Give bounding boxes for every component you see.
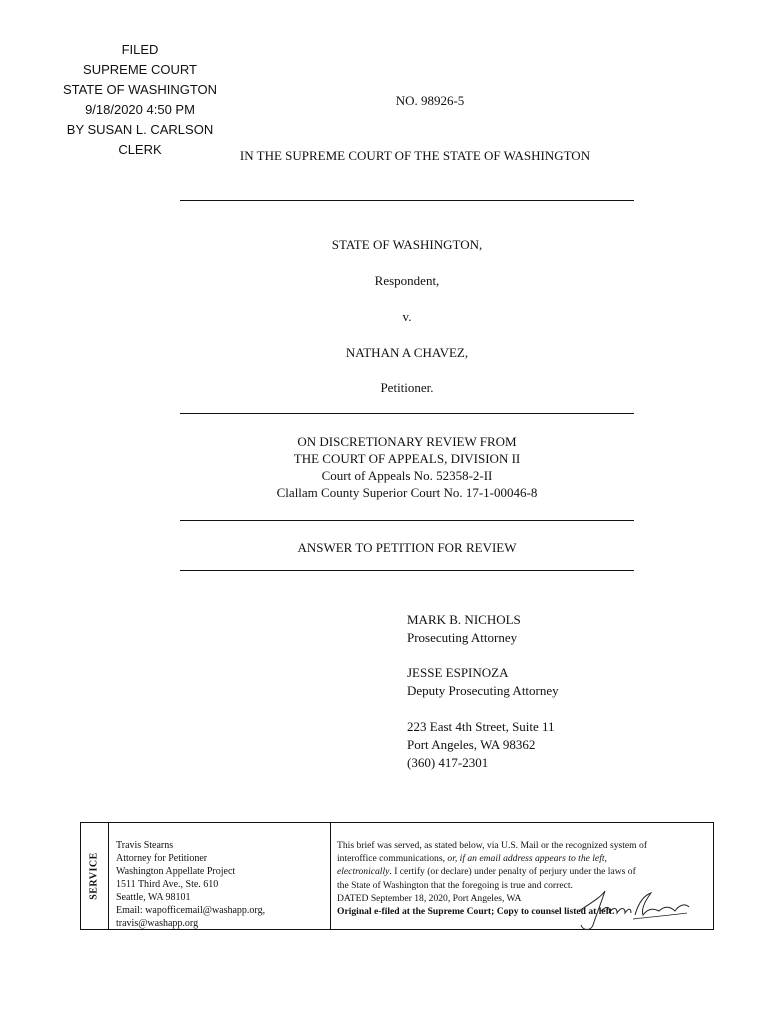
address-line: Port Angeles, WA 98362 [407, 737, 536, 752]
court-heading: IN THE SUPREME COURT OF THE STATE OF WASHINGTON [239, 148, 591, 163]
review-line: ON DISCRETIONARY REVIEW FROM [297, 434, 517, 449]
prosecutor-title: Prosecuting Attorney [407, 630, 518, 645]
deputy-block [407, 664, 559, 700]
handwritten-signature [571, 881, 691, 933]
recipient-line: Washington Appellate Project [116, 866, 236, 877]
recipient-line: 1511 Third Ave., Ste. 610 [116, 879, 219, 890]
petitioner-role: Petitioner. [380, 380, 434, 395]
prosecutor-block [407, 611, 521, 647]
recipient-line: Travis Stearns [116, 840, 174, 851]
service-recipient [116, 839, 326, 930]
review-line: Clallam County Superior Court No. 17-1-00046-8 [276, 485, 538, 500]
recipient-line: travis@washapp.org [116, 918, 199, 929]
statement-line: the State of Washington that the foregoing is true and correct. [337, 879, 573, 891]
divider [180, 413, 634, 414]
document-title: ANSWER TO PETITION FOR REVIEW [297, 540, 517, 555]
divider [180, 570, 634, 571]
divider [180, 520, 634, 521]
stamp-line: CLERK [118, 142, 162, 157]
recipient-line: Seattle, WA 98101 [116, 892, 191, 903]
stamp-line: SUPREME COURT [83, 62, 197, 77]
service-label: SERVICE [88, 852, 100, 900]
filing-note: Original e-filed at the Supreme Court; Copy to counsel listed at left. [337, 906, 615, 918]
address-block [407, 718, 555, 772]
case-number: NO. 98926-5 [395, 93, 465, 108]
deputy-title: Deputy Prosecuting Attorney [407, 683, 559, 698]
respondent-role: Respondent, [374, 273, 440, 288]
respondent-name: STATE OF WASHINGTON, [331, 237, 483, 252]
statement-line: electronically. I certify (or declare) under penalty of perjury under the laws of [337, 866, 636, 878]
prosecutor-name: MARK B. NICHOLS [407, 612, 521, 627]
service-label-cell [81, 823, 109, 929]
deputy-name: JESSE ESPINOZA [407, 665, 509, 680]
service-box [80, 822, 714, 930]
statement-line: This brief was served, as stated below, via U.S. Mail or the recognized system of [337, 840, 648, 851]
recipient-line: Email: wapofficemail@washapp.org, [116, 905, 266, 916]
recipient-line: Attorney for Petitioner [116, 853, 208, 864]
versus: v. [402, 309, 412, 324]
stamp-line: BY SUSAN L. CARLSON [66, 122, 214, 137]
review-line: Court of Appeals No. 52358-2-II [321, 468, 493, 483]
service-divider [330, 823, 331, 929]
stamp-line: FILED [121, 42, 159, 57]
dated-line: DATED September 18, 2020, Port Angeles, WA [337, 892, 522, 904]
filing-stamp [40, 40, 240, 160]
divider [180, 200, 634, 201]
address-line: 223 East 4th Street, Suite 11 [407, 719, 555, 734]
review-heading [180, 433, 634, 501]
statement-line: interoffice communications, or, if an email address appears to the left, [337, 853, 607, 865]
stamp-line: 9/18/2020 4:50 PM [85, 102, 195, 117]
review-line: THE COURT OF APPEALS, DIVISION II [293, 451, 521, 466]
petitioner-name: NATHAN A CHAVEZ, [345, 345, 469, 360]
stamp-line: STATE OF WASHINGTON [62, 82, 218, 97]
phone-number: (360) 417-2301 [407, 755, 489, 770]
